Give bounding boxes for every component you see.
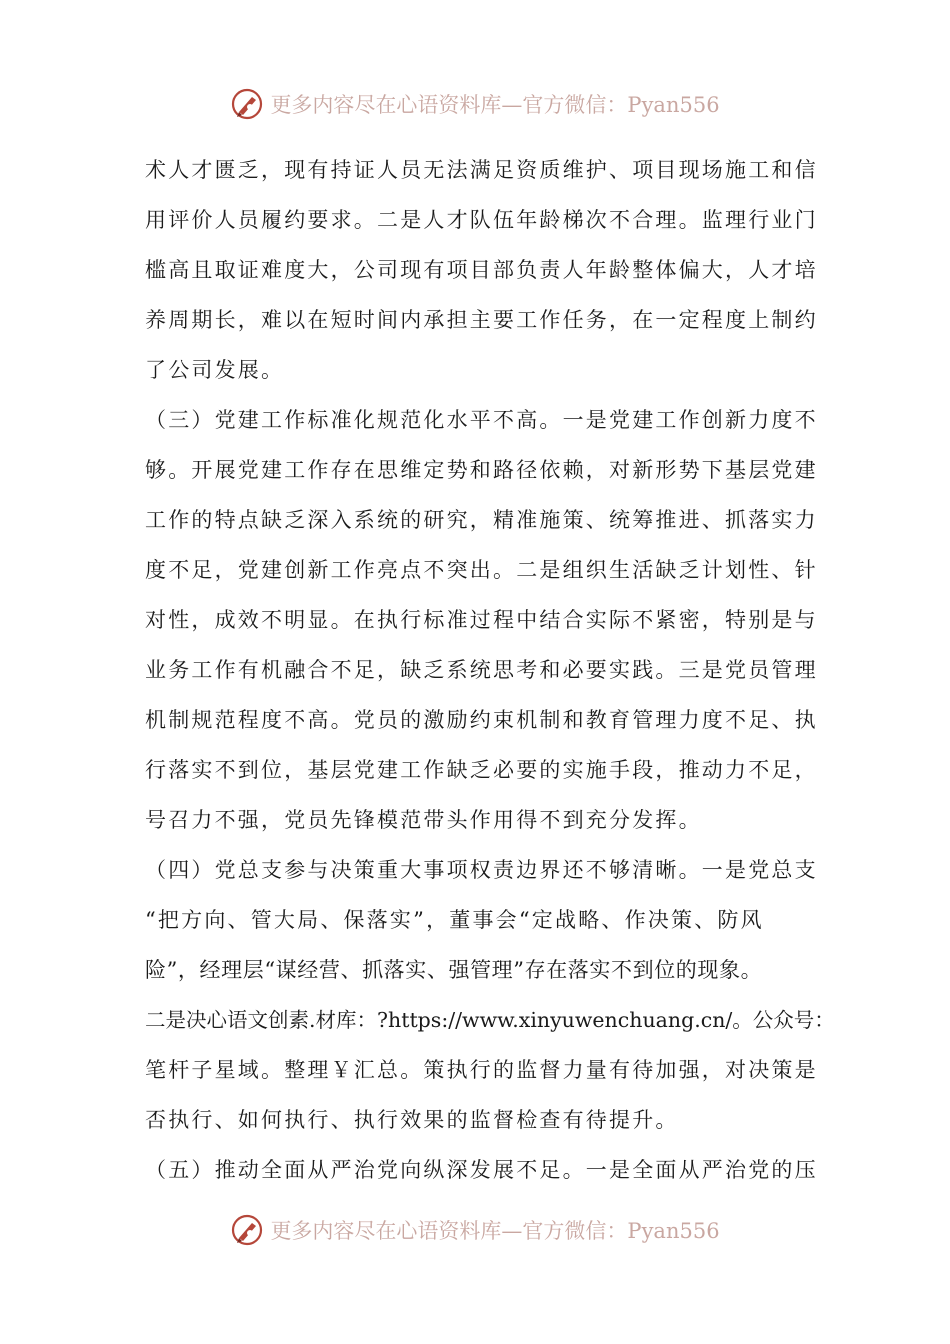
body-line: 号召力不强，党员先锋模范带头作用得不到充分发挥。 [145, 808, 702, 832]
body-line: 够。开展党建工作存在思维定势和路径依赖，对新形势下基层党建 [145, 458, 818, 482]
body-line: 了公司发展。 [145, 358, 285, 382]
header-banner-text: 更多内容尽在心语资料库—官方微信：Pyan556 [270, 93, 720, 117]
body-line: （三）党建工作标准化规范化水平不高。一是党建工作创新力度不 [145, 408, 818, 432]
pen-logo-icon [230, 87, 264, 121]
body-line: 养周期长，难以在短时间内承担主要工作任务，在一定程度上制约 [145, 308, 818, 332]
body-line: 用评价人员履约要求。二是人才队伍年龄梯次不合理。监理行业门 [145, 208, 818, 232]
footer-banner [0, 1208, 950, 1252]
body-line: “把方向、管大局、保落实”，董事会“定战略、作决策、防风 [145, 908, 764, 932]
footer-banner-text: 更多内容尽在心语资料库—官方微信：Pyan556 [270, 1219, 720, 1243]
body-line: （四）党总支参与决策重大事项权责边界还不够清晰。一是党总支 [145, 858, 818, 882]
pen-logo-icon [230, 1213, 264, 1247]
header-banner [0, 82, 950, 126]
document-body [145, 145, 835, 1195]
body-line: 对性，成效不明显。在执行标准过程中结合实际不紧密，特别是与 [145, 608, 818, 632]
body-line: 否执行、如何执行、执行效果的监督检查有待提升。 [145, 1108, 679, 1132]
body-line: 机制规范程度不高。党员的激励约束机制和教育管理力度不足、执 [145, 708, 818, 732]
body-line: 度不足，党建创新工作亮点不突出。二是组织生活缺乏计划性、针 [145, 558, 818, 582]
body-line: 笔杆子星域。整理￥汇总。策执行的监督力量有待加强，对决策是 [145, 1058, 818, 1082]
body-line: 槛高且取证难度大，公司现有项目部负责人年龄整体偏大，人才培 [145, 258, 818, 282]
body-line: 行落实不到位，基层党建工作缺乏必要的实施手段，推动力不足， [145, 758, 818, 782]
body-line: 二是决心语文创素.材库：?https://www.xinyuwenchuang.cn/。公众号： [145, 1008, 835, 1032]
body-line: 工作的特点缺乏深入系统的研究，精准施策、统筹推进、抓落实力 [145, 508, 818, 532]
body-line: 术人才匮乏，现有持证人员无法满足资质维护、项目现场施工和信 [145, 158, 818, 182]
body-line: （五）推动全面从严治党向纵深发展不足。一是全面从严治党的压 [145, 1158, 818, 1182]
body-line: 业务工作有机融合不足，缺乏系统思考和必要实践。三是党员管理 [145, 658, 818, 682]
body-line: 险”，经理层“谋经营、抓落实、强管理”存在落实不到位的现象。 [145, 958, 763, 982]
